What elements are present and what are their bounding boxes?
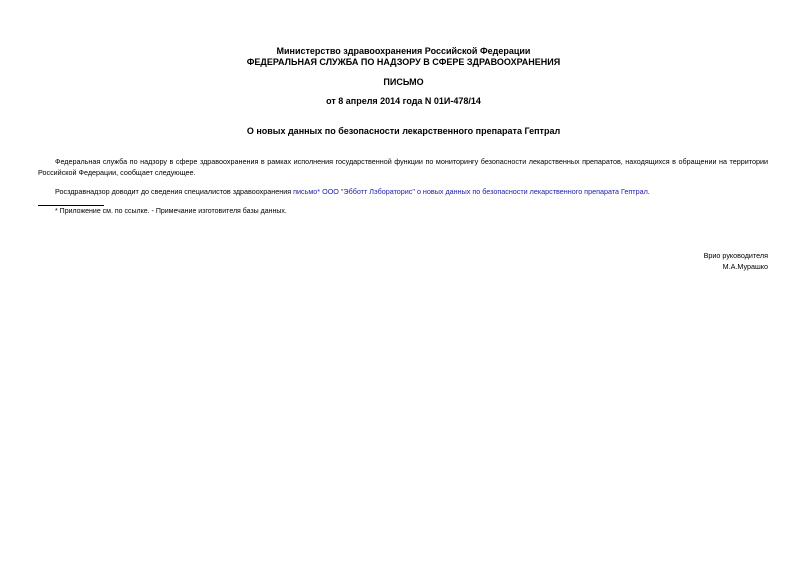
service-name: ФЕДЕРАЛЬНАЯ СЛУЖБА ПО НАДЗОРУ В СФЕРЕ ЗДРАВООХРАНЕНИЯ: [246, 57, 561, 67]
ministry-name: Министерство здравоохранения Российской Федерации: [276, 46, 531, 56]
signature-title: Врио руководителя: [703, 251, 768, 260]
footnote-divider: [38, 205, 104, 206]
footnote: * Приложение см. по ссылке. - Примечание изготовителя базы данных.: [55, 208, 287, 215]
paragraph-2-text-after: .: [647, 187, 650, 196]
body-paragraph-2: [38, 186, 768, 197]
document-subject: О новых данных по безопасности лекарственного препарата Гептрал: [246, 126, 561, 136]
signature-name: М.А.Мурашко: [722, 262, 768, 271]
document-type: ПИСЬМО: [383, 77, 424, 87]
body-paragraph-1: Федеральная служба по надзору в сфере здравоохранения в рамках исполнения государственной функции по мониторингу безопасности лекарственных препаратов, находящихся в обращении на территории Российской Федерации, сообщает следующее.: [38, 157, 768, 177]
attachment-letter-link[interactable]: письмо* ООО "Эбботт Лэбораторис" о новых данных по безопасности лекарственного препарата Гептрал: [293, 187, 648, 196]
document-date-number: от 8 апреля 2014 года N 01И-478/14: [326, 96, 481, 106]
paragraph-2-text-before: Росздравнадзор доводит до сведения специалистов здравоохранения: [55, 187, 294, 196]
